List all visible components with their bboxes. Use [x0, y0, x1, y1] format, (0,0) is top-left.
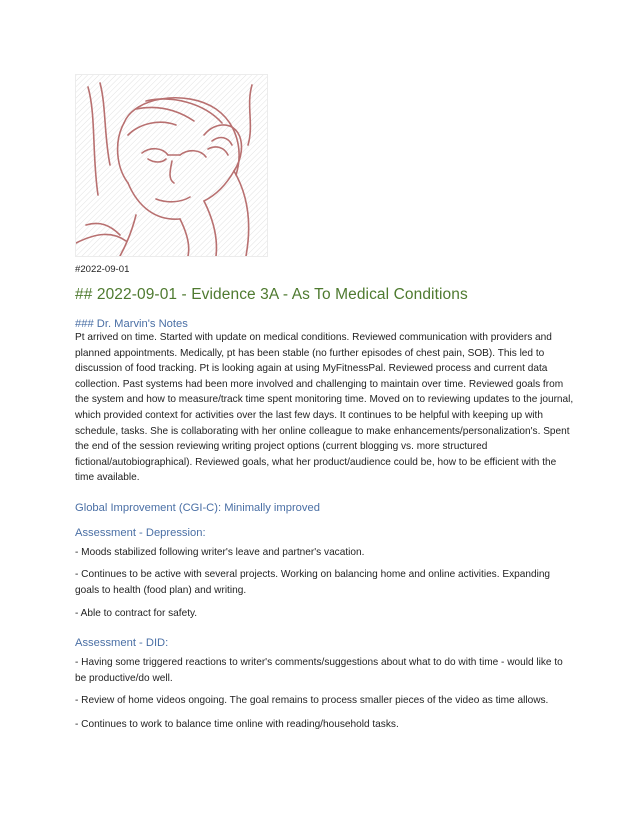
date-tag: #2022-09-01	[75, 264, 130, 275]
did-item: - Continues to work to balance time online with reading/household tasks.	[75, 719, 399, 730]
portrait-sketch-image	[75, 74, 268, 257]
assessment-depression-label: Assessment - Depression:	[75, 527, 206, 539]
global-improvement-label: Global Improvement (CGI-C): Minimally improved	[75, 502, 320, 514]
depression-item: - Moods stabilized following writer's leave and partner's vacation.	[75, 547, 365, 558]
did-item: - Review of home videos ongoing. The goal remains to process smaller pieces of the video as time allows.	[75, 695, 549, 706]
notes-subheading: ### Dr. Marvin's Notes	[75, 318, 188, 330]
depression-item: - Continues to be active with several projects. Working on balancing home and online activities. Expanding goals to health (food plan) and writing.	[75, 569, 551, 596]
depression-item: - Able to contract for safety.	[75, 608, 198, 619]
assessment-did-label: Assessment - DID:	[75, 637, 169, 649]
notes-paragraph: Pt arrived on time. Started with update on medical conditions. Reviewed communication with providers and planned appointments. Medically, pt has been stable (no further episodes of chest pain, SOB). This led to discussion of food tracking. Pt is looking again at using MyFitnessPal. Reviewed process and current data collection. Past systems had been more involved and challenging to maintain over time. Reviewed goals from the system and how to measure/track time spent monitoring time. Moved on to reviewing updates to the journal, which provided context for activities over the last few days. It continues to be helpful with keeping up with schedule, tasks. She is collaborating with her online colleague to make enhancements/personalization's. Spent the end of the session reviewing writing project options (current blogging vs. more structured fictional/autobiographical). Reviewed goals, what her product/audience could be, how to be efficient with the time available.	[75, 332, 574, 484]
section-heading: ## 2022-09-01 - Evidence 3A - As To Medical Conditions	[75, 286, 468, 303]
did-item: - Having some triggered reactions to writer's comments/suggestions about what to do with time - would like to be productive/do well.	[75, 657, 563, 684]
portrait-sketch-icon	[76, 75, 267, 256]
